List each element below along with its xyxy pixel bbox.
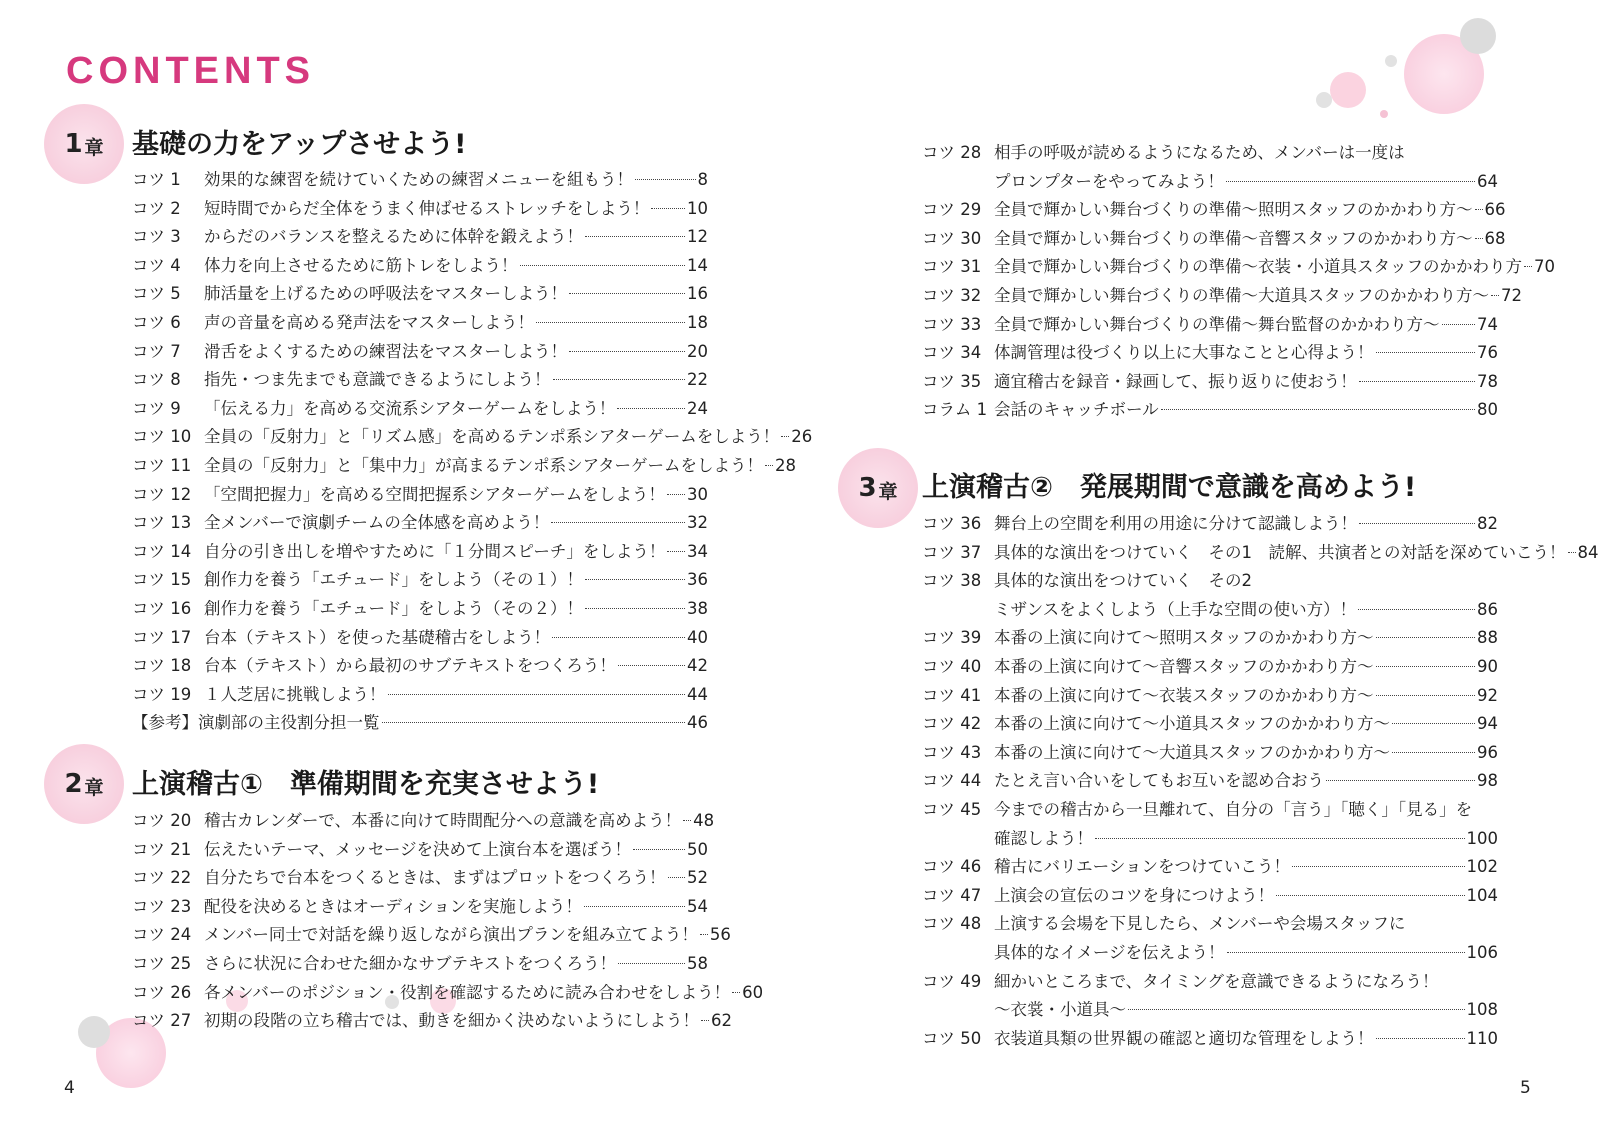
- toc-entry-label: コツ 42: [922, 714, 982, 734]
- toc-leader-dots: [1358, 609, 1475, 610]
- page-number-right: 5: [1520, 1078, 1531, 1098]
- toc-entry-title: 上演会の宣伝のコツを身につけよう！: [994, 885, 1275, 905]
- toc-entry-title: 体力を向上させるために筋トレをしよう！: [204, 255, 518, 275]
- chapter-2-badge: [44, 744, 124, 824]
- toc-leader-dots: [618, 963, 685, 964]
- toc-entry-page: 92: [1477, 685, 1498, 705]
- toc-entry: [132, 166, 708, 195]
- toc-leader-dots: [1392, 752, 1475, 753]
- toc-entry: [132, 836, 708, 865]
- toc-leader-dots: [1161, 409, 1475, 410]
- toc-entry-title: 声の音量を高める発声法をマスターしよう！: [204, 312, 534, 332]
- toc-entry-title: からだのバランスを整えるために体幹を鍛えよう！: [204, 227, 584, 247]
- chapter-2-toc: [132, 807, 764, 1036]
- toc-entry-page: 28: [775, 455, 797, 475]
- toc-entry-title: 全員で輝かしい舞台づくりの準備〜舞台監督のかかわり方〜: [994, 314, 1440, 334]
- toc-entry-label: コツ 46: [922, 857, 982, 877]
- toc-entry-page: 38: [687, 598, 708, 618]
- toc-entry-label: コツ 1: [132, 170, 181, 189]
- toc-leader-dots: [635, 179, 696, 180]
- toc-entry-label: コツ 8: [132, 370, 181, 390]
- contents-title: CONTENTS: [66, 50, 315, 92]
- toc-leader-dots: [1376, 637, 1476, 638]
- toc-entry: [922, 282, 1522, 311]
- toc-leader-dots: [1376, 695, 1476, 696]
- toc-entry: [132, 595, 708, 624]
- toc-entry-title: 舞台上の空間を利用の用途に分けて認識しよう！: [994, 514, 1357, 533]
- chapter-number: 2: [64, 769, 83, 799]
- toc-entry-title: １人芝居に挑戦しよう！: [204, 684, 386, 704]
- toc-leader-dots: [1376, 352, 1476, 353]
- toc-entry-page: 98: [1477, 771, 1498, 791]
- toc-entry-label: コツ 18: [132, 656, 192, 676]
- toc-entry-title: 本番の上演に向けて〜音響スタッフのかかわり方〜: [994, 656, 1374, 676]
- toc-entry-page: 102: [1466, 857, 1498, 877]
- toc-entry-page: 30: [687, 484, 708, 504]
- toc-entry: [132, 252, 708, 281]
- toc-leader-dots: [552, 637, 685, 638]
- toc-entry-title: 創作力を養う「エチュード」をしよう（その１）！: [204, 570, 584, 590]
- toc-leader-dots: [1226, 181, 1475, 182]
- toc-entry: [922, 510, 1498, 539]
- toc-entry-title: 台本（テキスト）から最初のサブテキストをつくろう！: [204, 656, 616, 676]
- toc-entry-title: 全員で輝かしい舞台づくりの準備〜照明スタッフのかかわり方〜: [994, 200, 1473, 220]
- toc-entry-title: 本番の上演に向けて〜大道具スタッフのかかわり方〜: [994, 742, 1390, 762]
- toc-entry-title: 効果的な練習を続けていくための練習メニューを組もう！: [204, 170, 633, 189]
- toc-entry-page: 16: [687, 284, 708, 304]
- toc-leader-dots: [569, 293, 685, 294]
- decorative-circle: [1330, 72, 1366, 108]
- toc-entry-page: 10: [687, 198, 708, 218]
- toc-entry: [132, 538, 708, 567]
- chapter-unit: 章: [84, 776, 104, 799]
- toc-entry-title: 短時間でからだ全体をうまく伸ばせるストレッチをしよう！: [204, 198, 650, 218]
- toc-entry-label: コツ 37: [922, 542, 982, 562]
- toc-leader-dots: [551, 522, 685, 523]
- toc-entry-page: 64: [1477, 171, 1498, 191]
- toc-entry-title: 初期の段階の立ち稽古では、動きを細かく決めないようにしよう！: [204, 1011, 699, 1031]
- toc-entry-title: 本番の上演に向けて〜照明スタッフのかかわり方〜: [994, 628, 1374, 648]
- toc-entry-label: コツ 40: [922, 656, 982, 676]
- toc-entry-title: 滑舌をよくするための練習法をマスターしよう！: [204, 341, 567, 361]
- toc-entry: [922, 853, 1498, 882]
- toc-entry-label: コツ 10: [132, 427, 192, 447]
- toc-entry-page: 70: [1534, 257, 1555, 277]
- toc-entry-label: コツ 24: [132, 925, 192, 945]
- toc-entry-title: 稽古カレンダーで、本番に向けて時間配分への意識を高めよう！: [204, 811, 682, 830]
- toc-entry-page: 20: [687, 341, 708, 361]
- toc-entry-page: 100: [1466, 828, 1498, 848]
- toc-leader-dots: [732, 992, 740, 993]
- toc-entry-title: 稽古にバリエーションをつけていこう！: [994, 857, 1291, 877]
- toc-entry-label: コツ 12: [132, 484, 192, 504]
- toc-entry-label: コツ 22: [132, 868, 192, 888]
- toc-entry: [922, 624, 1498, 653]
- toc-entry: [132, 509, 708, 538]
- toc-entry: [922, 396, 1498, 425]
- toc-entry-title: 全員の「反射力」と「リズム感」を高めるテンポ系シアターゲームをしよう！: [204, 427, 780, 447]
- toc-entry-page: 110: [1466, 1028, 1498, 1048]
- toc-entry: [922, 996, 1498, 1025]
- toc-entry-label: コツ 13: [132, 513, 192, 533]
- toc-entry-label: コツ 21: [132, 839, 192, 859]
- toc-entry-label: コツ 27: [132, 1011, 192, 1031]
- toc-entry-page: 12: [687, 227, 708, 247]
- chapter-number: 1: [64, 129, 83, 159]
- toc-leader-dots: [633, 849, 685, 850]
- toc-entry-page: 108: [1466, 1000, 1498, 1020]
- toc-leader-dots: [1491, 295, 1499, 296]
- toc-entry-title: 会話のキャッチボール: [994, 400, 1159, 420]
- toc-entry-title: 全メンバーで演劇チームの全体感を高めよう！: [204, 513, 550, 533]
- toc-entry-label: コツ 26: [132, 982, 192, 1002]
- toc-entry-title: 体調管理は役づくり以上に大事なことと心得よう！: [994, 343, 1374, 363]
- toc-entry-label: コツ 31: [922, 257, 982, 277]
- toc-entry-title: さらに状況に合わせた細かなサブテキストをつくろう！: [204, 953, 617, 973]
- toc-entry-label: コツ 3: [132, 227, 181, 247]
- toc-leader-dots: [1475, 238, 1483, 239]
- toc-entry-page: 90: [1477, 656, 1498, 676]
- toc-leader-dots: [1095, 838, 1465, 839]
- toc-entry: [132, 624, 708, 653]
- toc-entry-title: 細かいところまで、タイミングを意識できるようになろう！: [994, 971, 1439, 991]
- toc-entry-label: コツ 50: [922, 1028, 982, 1048]
- toc-entry-title: 全員の「反射力」と「集中力」が高まるテンポ系シアターゲームをしよう！: [204, 455, 764, 475]
- toc-entry-label: コツ 2: [132, 198, 181, 218]
- toc-entry-page: 14: [687, 255, 708, 275]
- chapter-1-title: 基礎の力をアップさせよう!: [132, 129, 467, 160]
- toc-entry-title: 自分の引き出しを増やすために「１分間スピーチ」をしよう！: [204, 541, 666, 561]
- toc-entry-page: 80: [1477, 400, 1498, 420]
- toc-leader-dots: [382, 722, 686, 723]
- toc-entry: [922, 196, 1506, 225]
- toc-leader-dots: [618, 665, 685, 666]
- decorative-circle: [78, 1016, 110, 1048]
- toc-leader-dots: [1392, 723, 1475, 724]
- toc-entry-title: 「伝える力」を高める交流系シアターゲームをしよう！: [204, 398, 616, 418]
- toc-entry-label: コツ 25: [132, 953, 192, 973]
- toc-entry-page: 34: [687, 541, 708, 561]
- toc-entry: [922, 1025, 1498, 1054]
- toc-entry-page: 18: [687, 312, 708, 332]
- toc-leader-dots: [1276, 895, 1464, 896]
- toc-entry-title: 各メンバーのポジション・役割を確認するために読み合わせをしよう！: [204, 982, 731, 1002]
- toc-entry-page: 52: [687, 868, 708, 888]
- toc-entry: [922, 882, 1498, 911]
- toc-entry-label: コツ 38: [922, 571, 982, 591]
- toc-entry-title: たとえ言い合いをしてもお互いを認め合おう: [994, 771, 1324, 791]
- toc-entry: [132, 864, 708, 893]
- toc-entry-page: 58: [687, 953, 708, 973]
- toc-entry: [922, 910, 1498, 939]
- toc-entry-label: コツ 30: [922, 228, 982, 248]
- toc-entry-label: コツ 6: [132, 312, 181, 332]
- toc-entry: [132, 195, 708, 224]
- toc-entry-page: 66: [1484, 200, 1506, 220]
- toc-entry: [922, 968, 1498, 997]
- toc-entry-title: 〜衣裳・小道具〜: [994, 1000, 1126, 1020]
- toc-entry-label: コツ 45: [922, 799, 982, 819]
- toc-entry-title: 肺活量を上げるための呼吸法をマスターしよう！: [204, 284, 567, 304]
- toc-entry-label: コツ 5: [132, 284, 181, 304]
- toc-entry-label: コツ 43: [922, 742, 982, 762]
- toc-entry-page: 104: [1466, 885, 1498, 905]
- toc-entry-page: 50: [687, 839, 708, 859]
- toc-entry-page: 74: [1477, 314, 1498, 334]
- toc-leader-dots: [1442, 324, 1476, 325]
- toc-entry-label: コツ 7: [132, 341, 181, 361]
- toc-entry-page: 60: [742, 982, 764, 1002]
- toc-entry-title: 適宜稽古を録音・録画して、振り返りに使おう！: [994, 371, 1357, 391]
- toc-entry: [922, 653, 1498, 682]
- toc-entry-page: 8: [697, 170, 708, 189]
- toc-entry-label: コラム 1: [922, 400, 988, 420]
- toc-entry: [132, 1007, 732, 1036]
- toc-entry-label: コツ 4: [132, 255, 181, 275]
- chapter-number: 3: [858, 473, 877, 503]
- toc-entry-label: コツ 36: [922, 514, 982, 533]
- toc-leader-dots: [1568, 552, 1576, 553]
- toc-entry-title: 「空間把握力」を高める空間把握系シアターゲームをしよう！: [204, 484, 665, 504]
- toc-entry: [132, 979, 764, 1008]
- toc-entry: [922, 368, 1498, 397]
- toc-entry: [922, 767, 1498, 796]
- toc-leader-dots: [668, 877, 685, 878]
- toc-entry-page: 24: [687, 398, 708, 418]
- toc-entry: [922, 339, 1498, 368]
- toc-entry: [922, 596, 1498, 625]
- toc-entry: [132, 950, 708, 979]
- toc-entry-title: 演劇部の主役割分担一覧: [198, 713, 380, 733]
- chapter-unit: 章: [84, 136, 104, 159]
- toc-entry-label: コツ 14: [132, 541, 192, 561]
- page-number-left: 4: [64, 1078, 75, 1098]
- toc-entry-title: 全員で輝かしい舞台づくりの準備〜衣装・小道具スタッフのかかわり方: [994, 257, 1522, 277]
- toc-entry: [132, 395, 708, 424]
- toc-entry-label: 【参考】: [132, 713, 198, 733]
- toc-entry-label: コツ 19: [132, 684, 192, 704]
- toc-entry-page: 106: [1466, 942, 1498, 962]
- toc-entry-title: 今までの稽古から一旦離れて、自分の「言う」「聴く」「見る」を: [994, 799, 1473, 819]
- chapter-3-badge: [838, 448, 918, 528]
- chapter-3-toc: [922, 510, 1599, 1053]
- toc-entry: [922, 825, 1498, 854]
- decorative-circle: [1385, 55, 1397, 67]
- toc-leader-dots: [1376, 1038, 1465, 1039]
- toc-entry-title: 自分たちで台本をつくるときは、まずはプロットをつくろう！: [204, 868, 666, 888]
- toc-entry: [132, 309, 708, 338]
- toc-entry: [922, 539, 1599, 568]
- toc-entry: [132, 709, 708, 738]
- toc-entry-page: 42: [687, 656, 708, 676]
- toc-leader-dots: [701, 1020, 709, 1021]
- toc-leader-dots: [683, 820, 691, 821]
- toc-entry-page: 32: [687, 513, 708, 533]
- toc-entry-title: 上演する会場を下見したら、メンバーや会場スタッフに: [994, 914, 1406, 934]
- toc-leader-dots: [585, 236, 685, 237]
- toc-entry: [132, 652, 708, 681]
- toc-leader-dots: [1524, 266, 1532, 267]
- toc-entry-title: 具体的な演出をつけていく その2: [994, 571, 1252, 591]
- chapter-unit: 章: [878, 480, 898, 503]
- toc-leader-dots: [388, 694, 686, 695]
- toc-entry-title: ミザンスをよくしよう（上手な空間の使い方）！: [994, 599, 1357, 619]
- toc-entry-label: コツ 48: [922, 914, 982, 934]
- toc-entry-label: コツ 34: [922, 343, 982, 363]
- toc-entry-page: 48: [693, 811, 715, 830]
- toc-entry: [132, 893, 708, 922]
- toc-entry: [922, 682, 1498, 711]
- toc-entry-page: 94: [1477, 714, 1498, 734]
- toc-entry-label: コツ 29: [922, 200, 982, 220]
- toc-entry-label: コツ 33: [922, 314, 982, 334]
- toc-entry: [922, 939, 1498, 968]
- toc-entry-page: 26: [791, 427, 813, 447]
- toc-entry-page: 40: [687, 627, 708, 647]
- toc-entry-title: 全員で輝かしい舞台づくりの準備〜音響スタッフのかかわり方〜: [994, 228, 1473, 248]
- toc-entry: [132, 280, 708, 309]
- toc-leader-dots: [585, 608, 685, 609]
- toc-entry-label: コツ 39: [922, 628, 982, 648]
- toc-entry-label: コツ 49: [922, 971, 982, 991]
- toc-entry: [922, 567, 1498, 596]
- toc-entry-page: 46: [687, 713, 708, 733]
- toc-entry-title: 具体的なイメージを伝えよう！: [994, 942, 1225, 962]
- toc-entry-label: コツ 41: [922, 685, 982, 705]
- chapter-3-title: 上演稽古② 発展期間で意識を高めよう!: [922, 472, 1417, 503]
- toc-entry-label: コツ 32: [922, 285, 982, 305]
- toc-leader-dots: [536, 322, 685, 323]
- toc-leader-dots: [1326, 780, 1475, 781]
- toc-entry-page: 82: [1477, 514, 1498, 533]
- toc-entry-page: 76: [1477, 343, 1498, 363]
- decorative-circle: [1380, 110, 1388, 118]
- toc-leader-dots: [1359, 381, 1475, 382]
- toc-entry-title: プロンプターをやってみよう！: [994, 171, 1224, 191]
- toc-entry-title: 具体的な演出をつけていく その1 読解、共演者との対話を深めていこう！: [994, 542, 1566, 562]
- chapter-2-continued-toc: [922, 139, 1555, 425]
- toc-leader-dots: [700, 934, 708, 935]
- toc-leader-dots: [1376, 666, 1476, 667]
- toc-entry-page: 56: [709, 925, 731, 945]
- toc-entry-title: 本番の上演に向けて〜小道具スタッフのかかわり方〜: [994, 714, 1390, 734]
- toc-entry: [922, 739, 1498, 768]
- toc-entry-title: メンバー同士で対話を繰り返しながら演出プランを組み立てよう！: [204, 925, 698, 945]
- toc-entry: [922, 139, 1498, 168]
- toc-leader-dots: [520, 265, 686, 266]
- toc-entry-label: コツ 44: [922, 771, 982, 791]
- toc-entry-label: コツ 11: [132, 455, 192, 475]
- toc-entry-page: 36: [687, 570, 708, 590]
- toc-entry: [132, 452, 797, 481]
- toc-entry-page: 62: [711, 1011, 732, 1031]
- toc-entry-title: 全員で輝かしい舞台づくりの準備〜大道具スタッフのかかわり方〜: [994, 285, 1489, 305]
- toc-leader-dots: [781, 436, 789, 437]
- toc-leader-dots: [667, 551, 685, 552]
- toc-entry-title: 指先・つま先までも意識できるようにしよう！: [204, 370, 551, 390]
- toc-entry-label: コツ 47: [922, 885, 982, 905]
- chapter-1-toc: [132, 166, 813, 738]
- toc-entry: [132, 338, 708, 367]
- toc-leader-dots: [651, 208, 685, 209]
- toc-leader-dots: [569, 351, 685, 352]
- toc-entry-page: 44: [687, 684, 708, 704]
- chapter-2-title: 上演稽古① 準備期間を充実させよう!: [132, 769, 600, 800]
- toc-entry-label: コツ 9: [132, 398, 181, 418]
- toc-entry: [132, 921, 731, 950]
- toc-leader-dots: [1292, 866, 1464, 867]
- toc-entry-page: 54: [687, 896, 708, 916]
- toc-leader-dots: [1475, 209, 1483, 210]
- toc-entry: [132, 423, 813, 452]
- toc-entry: [132, 681, 708, 710]
- toc-entry: [132, 366, 708, 395]
- toc-entry: [922, 311, 1498, 340]
- toc-entry-title: 伝えたいテーマ、メッセージを決めて上演台本を選ぼう！: [204, 839, 632, 859]
- toc-entry-title: 配役を決めるときはオーディションを実施しよう！: [204, 896, 582, 916]
- toc-leader-dots: [765, 465, 773, 466]
- toc-entry-page: 78: [1477, 371, 1498, 391]
- toc-entry-title: 台本（テキスト）を使った基礎稽古をしよう！: [204, 627, 551, 647]
- toc-entry-page: 96: [1477, 742, 1498, 762]
- toc-entry-page: 86: [1477, 599, 1498, 619]
- toc-entry: [132, 223, 708, 252]
- toc-entry-label: コツ 20: [132, 811, 192, 830]
- toc-leader-dots: [584, 906, 685, 907]
- toc-entry-title: 創作力を養う「エチュード」をしよう（その２）！: [204, 598, 584, 618]
- toc-entry-page: 88: [1477, 628, 1498, 648]
- toc-entry-label: コツ 28: [922, 143, 982, 162]
- toc-leader-dots: [617, 408, 685, 409]
- toc-leader-dots: [1359, 523, 1475, 524]
- toc-entry-label: コツ 15: [132, 570, 192, 590]
- toc-entry-page: 68: [1484, 228, 1506, 248]
- toc-entry-title: 本番の上演に向けて〜衣装スタッフのかかわり方〜: [994, 685, 1374, 705]
- toc-entry: [922, 796, 1498, 825]
- toc-leader-dots: [553, 379, 686, 380]
- toc-entry: [132, 807, 715, 836]
- toc-entry-title: 衣装道具類の世界観の確認と適切な管理をしよう！: [994, 1028, 1374, 1048]
- toc-entry: [922, 225, 1506, 254]
- toc-entry-page: 22: [687, 370, 708, 390]
- toc-leader-dots: [1128, 1009, 1465, 1010]
- toc-entry: [132, 481, 708, 510]
- decorative-circle: [1460, 18, 1496, 54]
- toc-leader-dots: [667, 494, 685, 495]
- toc-entry: [132, 566, 708, 595]
- toc-entry-title: 相手の呼吸が読めるようになるため、メンバーは一度は: [994, 143, 1405, 162]
- toc-entry-label: コツ 35: [922, 371, 982, 391]
- toc-entry-label: コツ 17: [132, 627, 192, 647]
- toc-entry: [922, 710, 1498, 739]
- toc-leader-dots: [1227, 952, 1465, 953]
- chapter-1-badge: [44, 104, 124, 184]
- toc-entry-page: 84: [1577, 542, 1599, 562]
- toc-entry: [922, 168, 1498, 197]
- toc-entry-title: 確認しよう！: [994, 828, 1093, 848]
- toc-entry-label: コツ 16: [132, 598, 192, 618]
- toc-leader-dots: [585, 579, 685, 580]
- decorative-circle: [1316, 92, 1332, 108]
- toc-entry: [922, 253, 1555, 282]
- toc-entry-page: 72: [1501, 285, 1522, 305]
- toc-entry-label: コツ 23: [132, 896, 192, 916]
